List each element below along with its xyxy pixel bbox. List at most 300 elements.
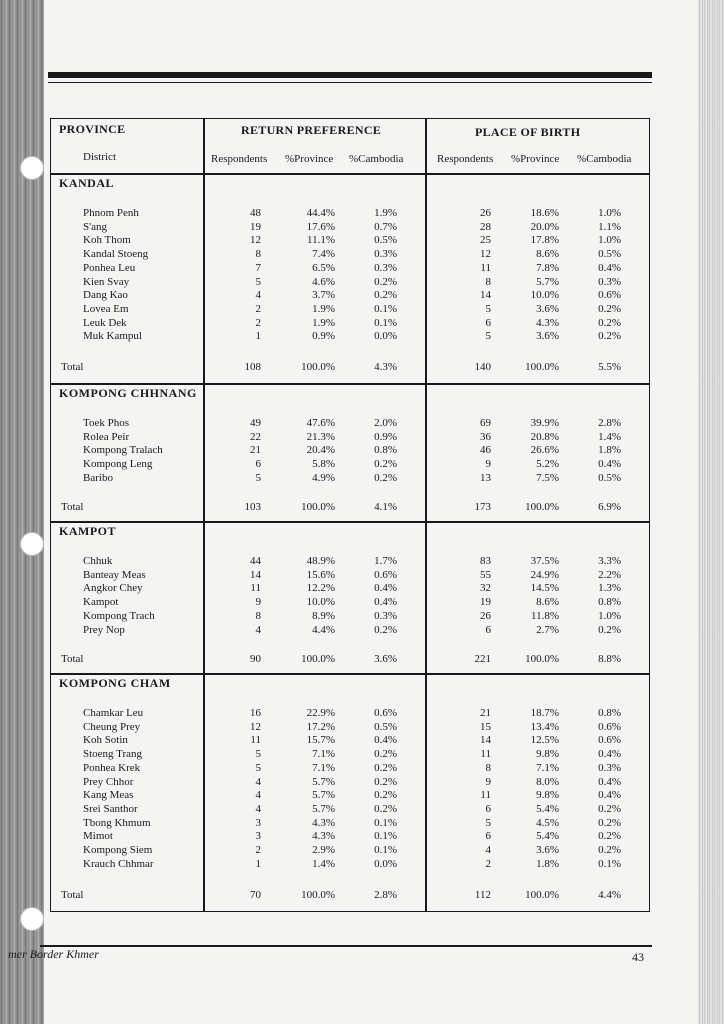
birth-pct-province: 5.4% <box>536 830 559 843</box>
return-pct-province: 5.7% <box>312 775 335 788</box>
birth-respondents: 112 <box>474 889 491 901</box>
table-row <box>51 582 651 596</box>
table-row <box>51 472 651 486</box>
return-pct-province: 1.9% <box>312 302 335 315</box>
return-respondents: 4 <box>255 802 261 815</box>
table-row <box>51 458 651 472</box>
birth-pct-province: 100.0% <box>525 889 559 901</box>
birth-respondents: 8 <box>485 275 491 288</box>
return-pct-province: 7.4% <box>312 248 335 261</box>
header-pct-province: %Province <box>285 153 334 165</box>
district-name: Leuk Dek <box>83 316 127 329</box>
header-rule <box>48 72 652 78</box>
birth-respondents: 8 <box>485 761 491 774</box>
table-row <box>51 610 651 624</box>
birth-pct-cambodia: 1.1% <box>598 220 621 233</box>
return-pct-cambodia: 0.2% <box>374 761 397 774</box>
birth-respondents: 6 <box>485 830 491 843</box>
return-pct-province: 15.7% <box>306 734 335 747</box>
return-pct-cambodia: 0.4% <box>374 734 397 747</box>
return-pct-province: 15.6% <box>306 568 335 581</box>
table-row <box>51 569 651 583</box>
birth-respondents: 9 <box>485 458 491 471</box>
table-row <box>51 303 651 317</box>
district-name: Kampot <box>83 596 119 609</box>
return-pct-cambodia: 0.1% <box>374 316 397 329</box>
birth-pct-cambodia: 0.8% <box>598 707 621 719</box>
return-pct-province: 5.7% <box>312 802 335 815</box>
return-respondents: 2 <box>255 302 261 315</box>
province-heading: KOMPONG CHAM <box>59 676 171 690</box>
header-return-preference: RETURN PREFERENCE <box>241 123 382 137</box>
return-respondents: 70 <box>250 889 261 901</box>
birth-pct-cambodia: 0.8% <box>598 596 621 609</box>
district-name: Prey Chhor <box>83 775 134 788</box>
birth-pct-cambodia: 2.8% <box>598 417 621 429</box>
return-pct-province: 100.0% <box>301 501 335 513</box>
birth-pct-cambodia: 8.8% <box>598 653 621 665</box>
birth-respondents: 26 <box>480 207 491 219</box>
table-row <box>51 417 651 431</box>
header-rule-thin <box>48 82 652 83</box>
total-row <box>51 889 651 903</box>
return-pct-cambodia: 0.0% <box>374 330 397 343</box>
birth-respondents: 36 <box>480 430 491 443</box>
return-pct-province: 5.7% <box>312 789 335 802</box>
return-pct-province: 100.0% <box>301 653 335 665</box>
district-name: Koh Thom <box>83 234 131 247</box>
scan-edge <box>698 0 724 1024</box>
birth-pct-province: 8.6% <box>536 596 559 609</box>
birth-respondents: 12 <box>480 248 491 261</box>
birth-pct-cambodia: 1.0% <box>598 207 621 219</box>
punch-hole <box>20 156 44 180</box>
birth-pct-province: 7.5% <box>536 471 559 484</box>
table-row <box>51 803 651 817</box>
table-row <box>51 431 651 445</box>
return-pct-cambodia: 0.0% <box>374 857 397 870</box>
district-name: Srei Santhor <box>83 802 138 815</box>
birth-respondents: 140 <box>474 361 491 373</box>
return-respondents: 49 <box>250 417 261 429</box>
return-respondents: 11 <box>250 734 261 747</box>
birth-pct-province: 11.8% <box>530 609 559 622</box>
table-row <box>51 707 651 721</box>
return-respondents: 2 <box>255 844 261 856</box>
table-row <box>51 207 651 221</box>
section-divider <box>51 521 649 523</box>
birth-pct-cambodia: 0.5% <box>598 248 621 261</box>
return-pct-province: 21.3% <box>306 430 335 443</box>
birth-respondents: 83 <box>480 555 491 567</box>
return-pct-province: 4.9% <box>312 471 335 484</box>
district-name: Ponhea Leu <box>83 261 136 274</box>
return-respondents: 4 <box>255 775 261 788</box>
district-name: Dang Kao <box>83 289 128 302</box>
return-pct-cambodia: 0.1% <box>374 302 397 315</box>
return-respondents: 8 <box>255 248 261 261</box>
return-respondents: 5 <box>255 275 261 288</box>
return-respondents: 103 <box>244 501 261 513</box>
birth-pct-cambodia: 0.4% <box>598 775 621 788</box>
birth-pct-cambodia: 1.3% <box>598 582 621 595</box>
table-row <box>51 317 651 331</box>
birth-pct-province: 9.8% <box>536 748 559 761</box>
birth-pct-province: 5.4% <box>536 802 559 815</box>
return-pct-province: 8.9% <box>312 609 335 622</box>
header-district: District <box>83 151 116 163</box>
birth-pct-cambodia: 0.2% <box>598 330 621 343</box>
district-name: Kien Svay <box>83 275 130 288</box>
birth-pct-province: 17.8% <box>530 234 559 247</box>
return-pct-province: 10.0% <box>306 596 335 609</box>
return-pct-province: 4.6% <box>312 275 335 288</box>
birth-respondents: 32 <box>480 582 491 595</box>
birth-respondents: 13 <box>480 471 491 484</box>
table-row <box>51 624 651 638</box>
return-respondents: 19 <box>250 220 261 233</box>
district-name: Toek Phos <box>83 417 129 429</box>
table-row <box>51 330 651 344</box>
birth-pct-province: 10.0% <box>530 289 559 302</box>
birth-pct-province: 14.5% <box>530 582 559 595</box>
punch-hole <box>20 532 44 556</box>
return-pct-cambodia: 0.3% <box>374 261 397 274</box>
return-respondents: 16 <box>250 707 261 719</box>
return-pct-province: 44.4% <box>306 207 335 219</box>
birth-pct-cambodia: 2.2% <box>598 568 621 581</box>
header-respondents: Respondents <box>211 153 268 165</box>
return-respondents: 7 <box>255 261 261 274</box>
return-respondents: 3 <box>255 830 261 843</box>
return-respondents: 108 <box>244 361 261 373</box>
return-pct-cambodia: 1.9% <box>374 207 397 219</box>
header-pct-cambodia: %Cambodia <box>577 153 632 165</box>
birth-pct-province: 20.8% <box>530 430 559 443</box>
birth-pct-cambodia: 0.2% <box>598 316 621 329</box>
header-pct-cambodia: %Cambodia <box>349 153 404 165</box>
return-pct-cambodia: 1.7% <box>374 555 397 567</box>
birth-respondents: 55 <box>480 568 491 581</box>
district-name: Kandal Stoeng <box>83 248 149 261</box>
return-pct-cambodia: 0.3% <box>374 248 397 261</box>
birth-pct-province: 2.7% <box>536 623 559 636</box>
return-respondents: 9 <box>255 596 261 609</box>
birth-pct-cambodia: 0.2% <box>598 830 621 843</box>
birth-pct-cambodia: 0.6% <box>598 720 621 733</box>
return-pct-province: 4.3% <box>312 830 335 843</box>
birth-pct-cambodia: 6.9% <box>598 501 621 513</box>
table-row <box>51 844 651 858</box>
birth-respondents: 2 <box>485 857 491 870</box>
district-name: Koh Sotin <box>83 734 128 747</box>
return-respondents: 8 <box>255 609 261 622</box>
birth-respondents: 28 <box>480 220 491 233</box>
return-pct-cambodia: 0.7% <box>374 220 397 233</box>
total-row <box>51 653 651 667</box>
return-pct-province: 100.0% <box>301 361 335 373</box>
birth-respondents: 6 <box>485 802 491 815</box>
district-name: Angkor Chey <box>83 582 143 595</box>
page-number: 43 <box>632 950 644 964</box>
birth-respondents: 21 <box>480 707 491 719</box>
table-row <box>51 444 651 458</box>
header-divider <box>51 173 649 175</box>
birth-pct-cambodia: 1.0% <box>598 234 621 247</box>
birth-pct-cambodia: 0.2% <box>598 802 621 815</box>
return-pct-province: 7.1% <box>312 761 335 774</box>
header-respondents: Respondents <box>437 153 494 165</box>
district-name: Ponhea Krek <box>83 761 141 774</box>
return-pct-cambodia: 0.4% <box>374 582 397 595</box>
birth-pct-province: 5.7% <box>536 275 559 288</box>
birth-pct-cambodia: 0.4% <box>598 458 621 471</box>
birth-pct-province: 26.6% <box>530 444 559 457</box>
birth-respondents: 9 <box>485 775 491 788</box>
return-pct-cambodia: 3.6% <box>374 653 397 665</box>
birth-respondents: 11 <box>480 261 491 274</box>
province-heading: KAMPOT <box>59 524 116 538</box>
return-pct-province: 5.8% <box>312 458 335 471</box>
district-name: Tbong Khmum <box>83 816 151 829</box>
district-name: Kang Meas <box>83 789 134 802</box>
birth-pct-province: 3.6% <box>536 330 559 343</box>
return-pct-cambodia: 0.2% <box>374 471 397 484</box>
return-pct-cambodia: 4.1% <box>374 501 397 513</box>
table-row <box>51 776 651 790</box>
return-pct-cambodia: 0.2% <box>374 458 397 471</box>
return-pct-province: 7.1% <box>312 748 335 761</box>
return-respondents: 4 <box>255 623 261 636</box>
birth-pct-cambodia: 0.6% <box>598 734 621 747</box>
total-label: Total <box>61 889 84 901</box>
birth-pct-cambodia: 0.4% <box>598 748 621 761</box>
birth-respondents: 11 <box>480 789 491 802</box>
header-province: PROVINCE <box>59 122 126 136</box>
return-pct-cambodia: 0.1% <box>374 830 397 843</box>
return-pct-province: 0.9% <box>312 330 335 343</box>
table-row <box>51 830 651 844</box>
birth-pct-cambodia: 0.1% <box>598 857 621 870</box>
return-pct-province: 2.9% <box>312 844 335 856</box>
birth-pct-cambodia: 4.4% <box>598 889 621 901</box>
birth-pct-cambodia: 0.6% <box>598 289 621 302</box>
return-pct-cambodia: 0.1% <box>374 844 397 856</box>
return-pct-cambodia: 0.3% <box>374 609 397 622</box>
birth-pct-cambodia: 0.3% <box>598 275 621 288</box>
return-pct-cambodia: 0.2% <box>374 623 397 636</box>
data-table <box>50 118 650 912</box>
birth-respondents: 5 <box>485 330 491 343</box>
birth-respondents: 46 <box>480 444 491 457</box>
district-name: Krauch Chhmar <box>83 857 154 870</box>
birth-respondents: 6 <box>485 316 491 329</box>
birth-pct-province: 8.0% <box>536 775 559 788</box>
birth-respondents: 25 <box>480 234 491 247</box>
return-respondents: 12 <box>250 720 261 733</box>
return-pct-cambodia: 0.5% <box>374 720 397 733</box>
header-pct-province: %Province <box>511 153 560 165</box>
total-label: Total <box>61 653 84 665</box>
return-respondents: 90 <box>250 653 261 665</box>
district-name: Muk Kampul <box>83 330 142 343</box>
district-name: Prey Nop <box>83 623 125 636</box>
birth-pct-cambodia: 1.0% <box>598 609 621 622</box>
birth-pct-province: 7.8% <box>536 261 559 274</box>
birth-pct-province: 1.8% <box>536 857 559 870</box>
return-pct-cambodia: 0.2% <box>374 775 397 788</box>
birth-respondents: 5 <box>485 816 491 829</box>
province-heading: KANDAL <box>59 176 115 190</box>
return-pct-province: 100.0% <box>301 889 335 901</box>
return-respondents: 6 <box>255 458 261 471</box>
birth-pct-province: 18.6% <box>530 207 559 219</box>
district-name: Kompong Tralach <box>83 444 163 457</box>
table-row <box>51 596 651 610</box>
return-respondents: 48 <box>250 207 261 219</box>
district-name: Kompong Leng <box>83 458 153 471</box>
table-row <box>51 817 651 831</box>
return-pct-province: 3.7% <box>312 289 335 302</box>
return-pct-province: 11.1% <box>306 234 335 247</box>
section-divider <box>51 673 649 675</box>
birth-pct-cambodia: 1.4% <box>598 430 621 443</box>
birth-pct-province: 20.0% <box>530 220 559 233</box>
table-row <box>51 234 651 248</box>
birth-pct-cambodia: 1.8% <box>598 444 621 457</box>
return-respondents: 5 <box>255 748 261 761</box>
footer-publication: mer Border Khmer <box>8 947 99 961</box>
birth-respondents: 4 <box>485 844 491 856</box>
return-respondents: 44 <box>250 555 261 567</box>
birth-pct-cambodia: 0.4% <box>598 261 621 274</box>
birth-pct-province: 18.7% <box>530 707 559 719</box>
total-label: Total <box>61 501 84 513</box>
return-pct-cambodia: 0.2% <box>374 275 397 288</box>
return-respondents: 2 <box>255 316 261 329</box>
birth-respondents: 15 <box>480 720 491 733</box>
birth-pct-province: 12.5% <box>530 734 559 747</box>
birth-respondents: 221 <box>474 653 491 665</box>
return-pct-province: 4.4% <box>312 623 335 636</box>
return-respondents: 4 <box>255 789 261 802</box>
table-row <box>51 734 651 748</box>
return-pct-province: 4.3% <box>312 816 335 829</box>
return-pct-province: 47.6% <box>306 417 335 429</box>
return-pct-cambodia: 4.3% <box>374 361 397 373</box>
return-pct-province: 6.5% <box>312 261 335 274</box>
return-respondents: 21 <box>250 444 261 457</box>
return-pct-cambodia: 2.0% <box>374 417 397 429</box>
table-row <box>51 248 651 262</box>
table-row <box>51 762 651 776</box>
return-respondents: 12 <box>250 234 261 247</box>
return-pct-province: 22.9% <box>306 707 335 719</box>
return-pct-cambodia: 0.2% <box>374 289 397 302</box>
return-respondents: 11 <box>250 582 261 595</box>
return-respondents: 1 <box>255 857 261 870</box>
table-row <box>51 748 651 762</box>
birth-pct-province: 7.1% <box>536 761 559 774</box>
birth-pct-cambodia: 0.2% <box>598 302 621 315</box>
birth-pct-cambodia: 0.2% <box>598 844 621 856</box>
birth-pct-cambodia: 3.3% <box>598 555 621 567</box>
total-row <box>51 361 651 375</box>
return-respondents: 5 <box>255 471 261 484</box>
birth-pct-province: 37.5% <box>530 555 559 567</box>
birth-respondents: 26 <box>480 609 491 622</box>
birth-pct-province: 9.8% <box>536 789 559 802</box>
province-heading: KOMPONG CHHNANG <box>59 386 197 400</box>
birth-pct-province: 4.5% <box>536 816 559 829</box>
birth-pct-province: 13.4% <box>530 720 559 733</box>
birth-pct-province: 100.0% <box>525 653 559 665</box>
return-respondents: 14 <box>250 568 261 581</box>
return-pct-cambodia: 0.2% <box>374 789 397 802</box>
birth-respondents: 14 <box>480 734 491 747</box>
footer-rule <box>40 945 652 947</box>
district-name: Banteay Meas <box>83 568 146 581</box>
birth-respondents: 6 <box>485 623 491 636</box>
return-respondents: 3 <box>255 816 261 829</box>
return-pct-province: 1.4% <box>312 857 335 870</box>
return-pct-cambodia: 0.9% <box>374 430 397 443</box>
birth-pct-cambodia: 0.4% <box>598 789 621 802</box>
header-place-of-birth: PLACE OF BIRTH <box>475 125 581 139</box>
birth-pct-cambodia: 0.3% <box>598 761 621 774</box>
return-respondents: 22 <box>250 430 261 443</box>
return-pct-province: 17.2% <box>306 720 335 733</box>
return-pct-province: 12.2% <box>306 582 335 595</box>
birth-respondents: 11 <box>480 748 491 761</box>
birth-respondents: 173 <box>474 501 491 513</box>
table-row <box>51 555 651 569</box>
return-respondents: 1 <box>255 330 261 343</box>
return-pct-cambodia: 0.6% <box>374 707 397 719</box>
birth-pct-cambodia: 5.5% <box>598 361 621 373</box>
birth-pct-province: 39.9% <box>530 417 559 429</box>
district-name: Cheung Prey <box>83 720 141 733</box>
return-pct-province: 20.4% <box>306 444 335 457</box>
birth-pct-province: 100.0% <box>525 361 559 373</box>
birth-respondents: 5 <box>485 302 491 315</box>
table-row <box>51 262 651 276</box>
district-name: S'ang <box>83 220 107 233</box>
return-pct-province: 17.6% <box>306 220 335 233</box>
return-pct-province: 1.9% <box>312 316 335 329</box>
district-name: Chhuk <box>83 555 113 567</box>
binder-edge <box>0 0 44 1024</box>
return-pct-province: 48.9% <box>306 555 335 567</box>
birth-pct-province: 4.3% <box>536 316 559 329</box>
birth-pct-cambodia: 0.2% <box>598 816 621 829</box>
return-pct-cambodia: 0.6% <box>374 568 397 581</box>
birth-pct-cambodia: 0.5% <box>598 471 621 484</box>
birth-pct-province: 3.6% <box>536 302 559 315</box>
table-row <box>51 289 651 303</box>
birth-pct-province: 24.9% <box>530 568 559 581</box>
table-row <box>51 858 651 872</box>
return-respondents: 4 <box>255 289 261 302</box>
total-row <box>51 501 651 515</box>
punch-hole <box>20 907 44 931</box>
birth-pct-province: 3.6% <box>536 844 559 856</box>
district-name: Phnom Penh <box>83 207 139 219</box>
birth-pct-province: 100.0% <box>525 501 559 513</box>
return-pct-cambodia: 0.1% <box>374 816 397 829</box>
table-row <box>51 721 651 735</box>
return-pct-cambodia: 2.8% <box>374 889 397 901</box>
